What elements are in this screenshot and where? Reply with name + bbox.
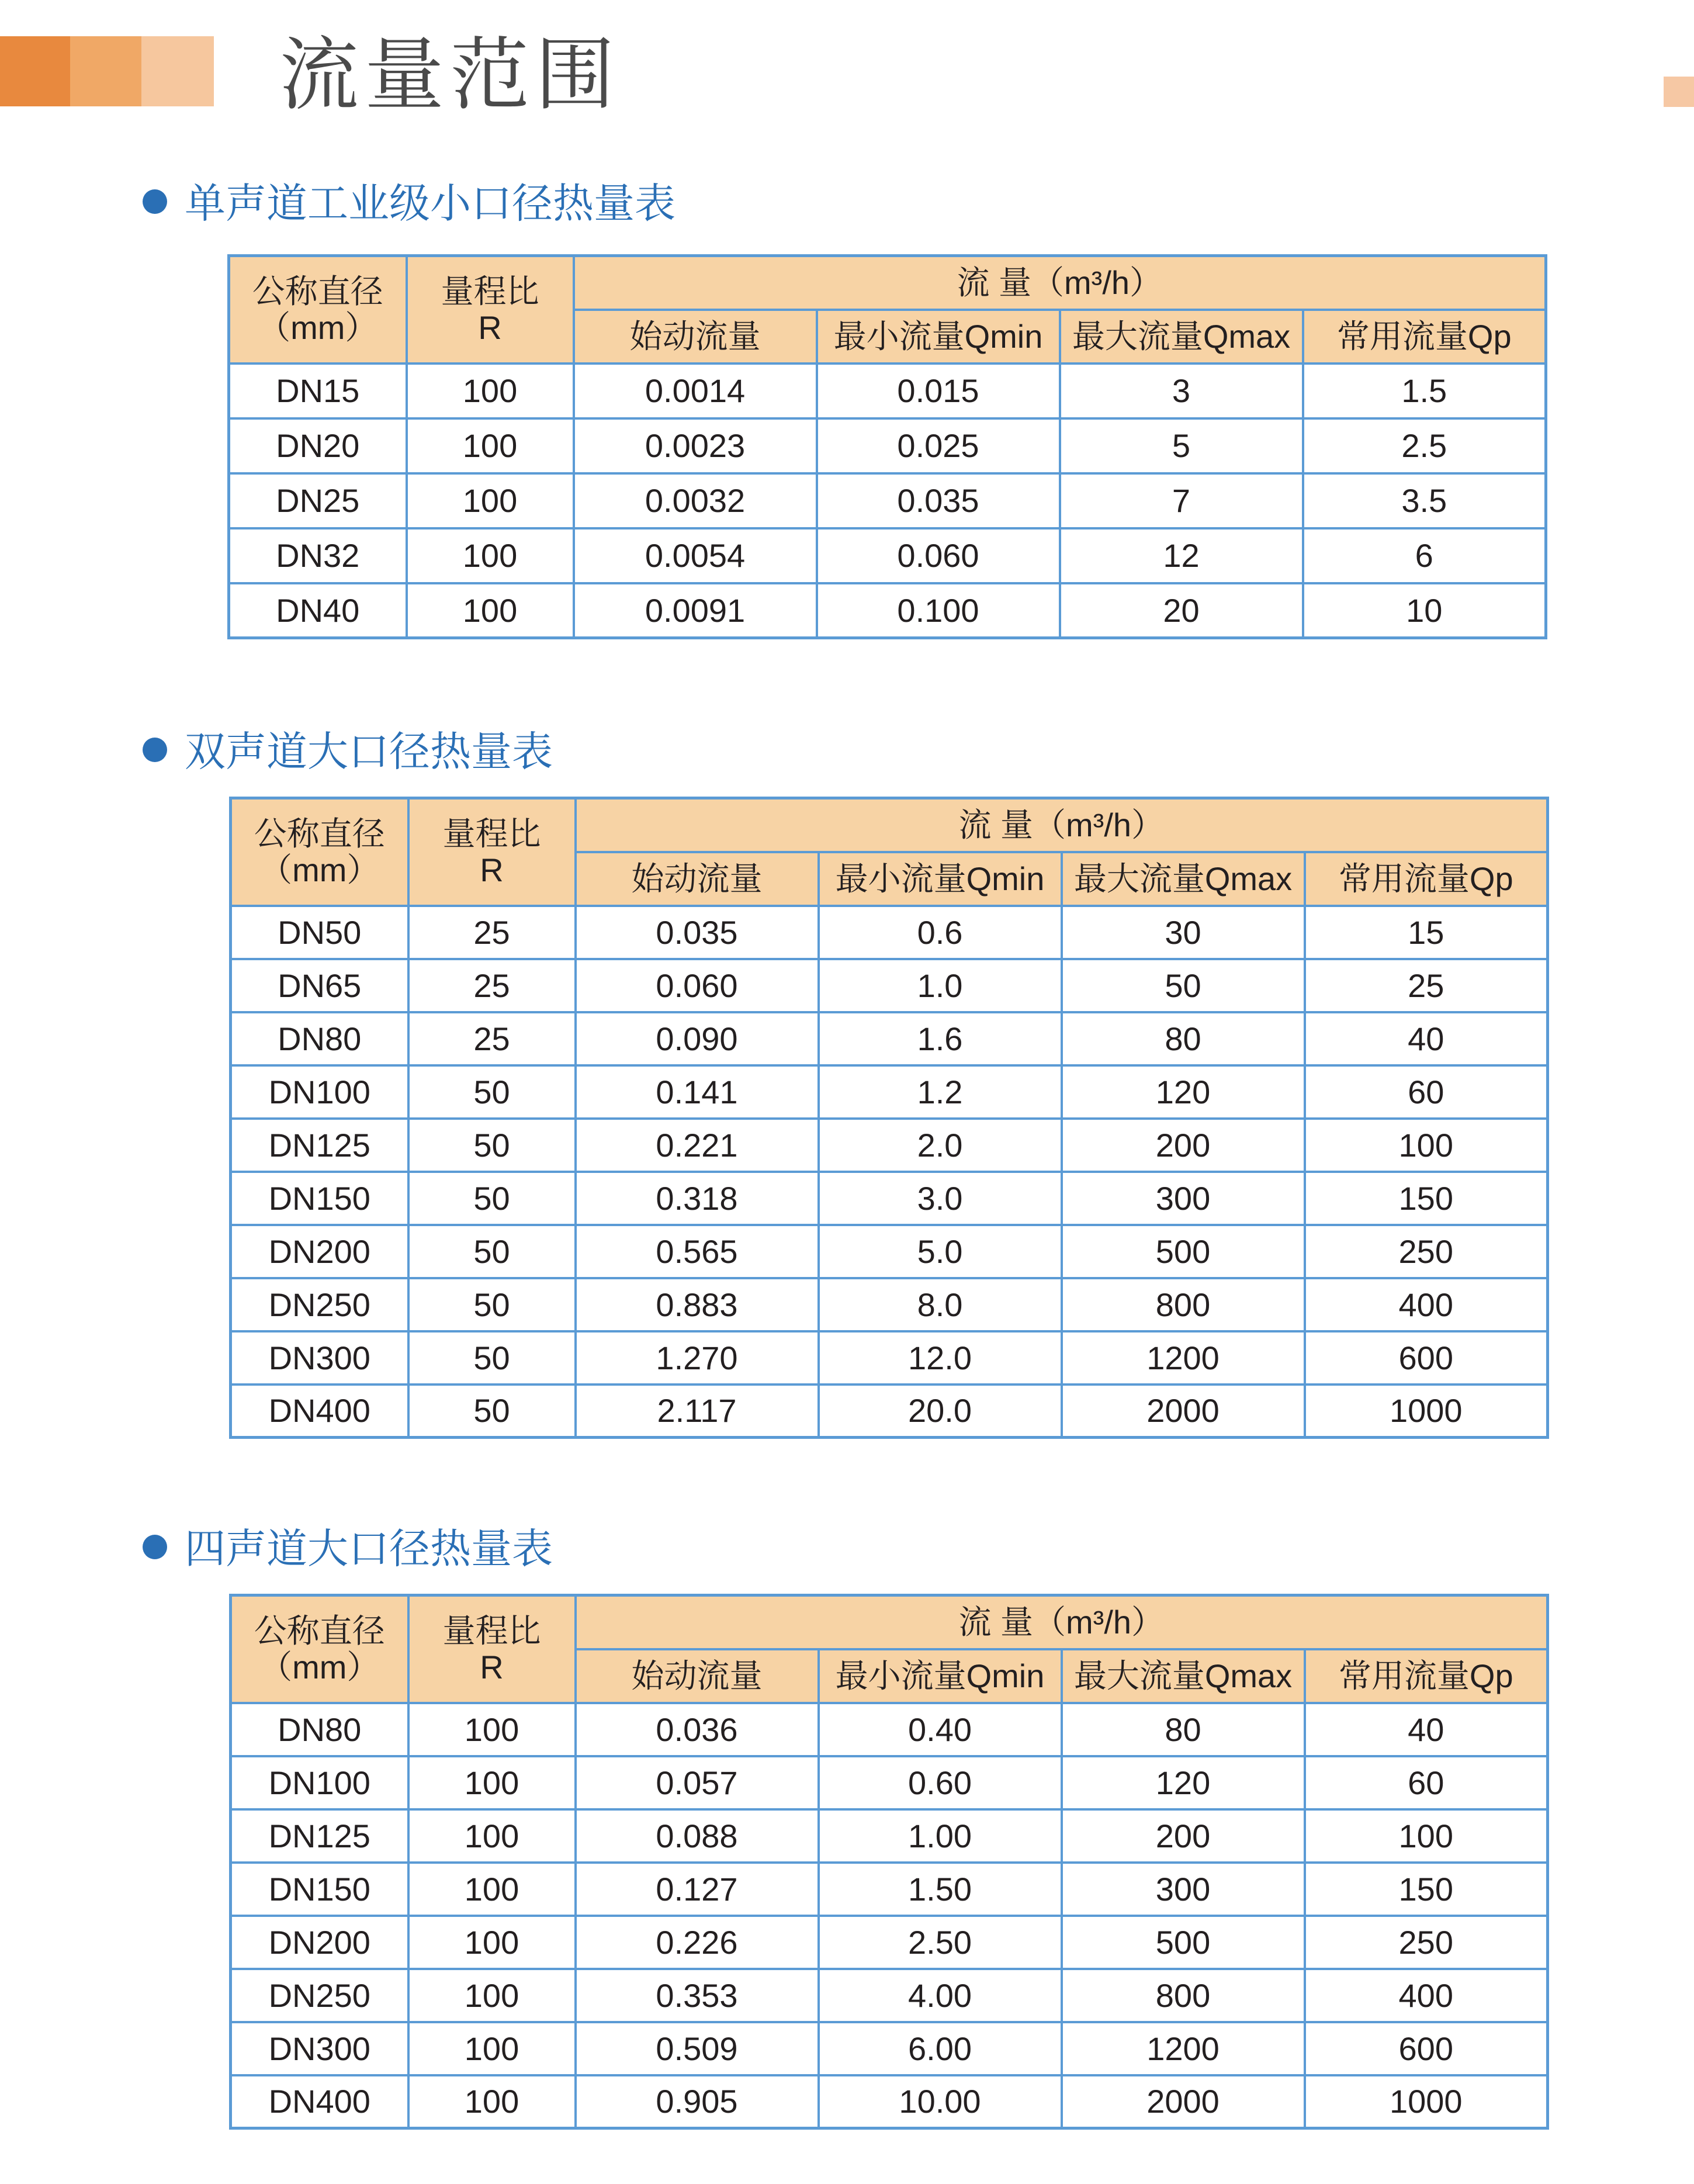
cell-start-flow: 0.565 — [576, 1225, 819, 1278]
cell-qmax: 80 — [1062, 1012, 1305, 1065]
cell-qmax: 200 — [1062, 1119, 1305, 1172]
table-row — [231, 1065, 1548, 1119]
cell-nominal-diameter: DN200 — [231, 1225, 408, 1278]
cell-qmin: 1.6 — [819, 1012, 1062, 1065]
header-decor-block-2 — [70, 36, 141, 106]
cell-range-ratio: 100 — [408, 1703, 576, 1756]
cell-range-ratio: 50 — [408, 1278, 576, 1331]
cell-nominal-diameter: DN150 — [231, 1863, 408, 1916]
page-title: 流量范围 — [279, 29, 621, 122]
header-decor-block-3 — [141, 36, 214, 106]
cell-start-flow: 0.035 — [576, 906, 819, 959]
cell-nominal-diameter: DN20 — [229, 418, 407, 473]
cell-nominal-diameter: DN200 — [231, 1916, 408, 1969]
cell-qp: 60 — [1305, 1065, 1548, 1119]
cell-qmin: 2.50 — [819, 1916, 1062, 1969]
cell-nominal-diameter: DN50 — [231, 906, 408, 959]
cell-nominal-diameter: DN400 — [231, 2075, 408, 2128]
cell-qp: 400 — [1305, 1969, 1548, 2022]
cell-nominal-diameter: DN250 — [231, 1278, 408, 1331]
cell-qp: 150 — [1305, 1172, 1548, 1225]
table-row — [231, 1916, 1548, 1969]
section-title-dual-channel — [143, 728, 553, 775]
cell-qmin: 1.50 — [819, 1863, 1062, 1916]
flow-table-dual-channel — [229, 797, 1549, 1439]
header-decor-block-1 — [0, 36, 70, 106]
cell-nominal-diameter: DN25 — [229, 473, 407, 528]
cell-qp: 1000 — [1305, 1385, 1548, 1438]
section-title-text: 双声道大口径热量表 — [185, 728, 553, 776]
cell-qmax: 1200 — [1062, 1331, 1305, 1385]
cell-range-ratio: 100 — [407, 583, 574, 638]
cell-qmin: 1.00 — [819, 1809, 1062, 1863]
cell-start-flow: 1.270 — [576, 1331, 819, 1385]
cell-nominal-diameter: DN32 — [229, 528, 407, 583]
header-range-ratio: 量程比 R — [408, 1595, 576, 1703]
table-row — [231, 2022, 1548, 2075]
cell-qmin: 0.6 — [819, 906, 1062, 959]
cell-qmax: 120 — [1062, 1756, 1305, 1809]
cell-start-flow: 0.090 — [576, 1012, 819, 1065]
table-row — [231, 1331, 1548, 1385]
bullet-dot-icon — [143, 738, 167, 762]
cell-qmax: 2000 — [1062, 1385, 1305, 1438]
table-row — [231, 1172, 1548, 1225]
cell-range-ratio: 100 — [408, 1863, 576, 1916]
header-qmin: 最小流量Qmin — [819, 852, 1062, 906]
table-row — [231, 1756, 1548, 1809]
cell-nominal-diameter: DN125 — [231, 1119, 408, 1172]
cell-qmin: 10.00 — [819, 2075, 1062, 2128]
table-row — [231, 1863, 1548, 1916]
header-qmax: 最大流量Qmax — [1062, 1649, 1305, 1703]
cell-qp: 100 — [1305, 1119, 1548, 1172]
cell-range-ratio: 100 — [408, 2022, 576, 2075]
cell-nominal-diameter: DN100 — [231, 1756, 408, 1809]
cell-qmin: 0.015 — [817, 364, 1060, 418]
cell-qmin: 0.40 — [819, 1703, 1062, 1756]
cell-nominal-diameter: DN65 — [231, 959, 408, 1012]
cell-qmin: 5.0 — [819, 1225, 1062, 1278]
cell-qmin: 0.025 — [817, 418, 1060, 473]
cell-qmin: 12.0 — [819, 1331, 1062, 1385]
cell-qmin: 1.2 — [819, 1065, 1062, 1119]
cell-start-flow: 0.141 — [576, 1065, 819, 1119]
bullet-dot-icon — [143, 189, 167, 214]
cell-range-ratio: 100 — [408, 1969, 576, 2022]
cell-qmax: 50 — [1062, 959, 1305, 1012]
cell-qp: 1.5 — [1303, 364, 1546, 418]
header-start-flow: 始动流量 — [576, 852, 819, 906]
cell-qmax: 3 — [1060, 364, 1303, 418]
cell-start-flow: 0.509 — [576, 2022, 819, 2075]
cell-qmax: 80 — [1062, 1703, 1305, 1756]
cell-qmax: 30 — [1062, 906, 1305, 959]
cell-nominal-diameter: DN300 — [231, 1331, 408, 1385]
header-range-ratio: 量程比 R — [408, 798, 576, 906]
section-title-quad-channel — [143, 1525, 553, 1572]
cell-qmax: 7 — [1060, 473, 1303, 528]
table-row — [229, 473, 1546, 528]
header-qp: 常用流量Qp — [1305, 1649, 1548, 1703]
cell-start-flow: 0.036 — [576, 1703, 819, 1756]
cell-range-ratio: 25 — [408, 959, 576, 1012]
table-row — [231, 1119, 1548, 1172]
cell-range-ratio: 50 — [408, 1119, 576, 1172]
section-title-text: 四声道大口径热量表 — [185, 1525, 553, 1573]
header-range-ratio: 量程比 R — [407, 256, 574, 364]
cell-qmax: 120 — [1062, 1065, 1305, 1119]
table-row — [231, 1278, 1548, 1331]
cell-qp: 150 — [1305, 1863, 1548, 1916]
cell-qp: 600 — [1305, 1331, 1548, 1385]
flow-table-single-channel — [227, 254, 1547, 639]
cell-qmax: 300 — [1062, 1863, 1305, 1916]
cell-qmax: 5 — [1060, 418, 1303, 473]
table-row — [231, 959, 1548, 1012]
cell-start-flow: 0.060 — [576, 959, 819, 1012]
header-flow-group: 流 量（m³/h） — [576, 1595, 1548, 1649]
cell-qmax: 800 — [1062, 1278, 1305, 1331]
cell-start-flow: 0.0091 — [574, 583, 817, 638]
cell-start-flow: 0.318 — [576, 1172, 819, 1225]
table-row — [231, 2075, 1548, 2128]
table-row — [229, 583, 1546, 638]
cell-qmax: 12 — [1060, 528, 1303, 583]
cell-qp: 100 — [1305, 1809, 1548, 1863]
header-qp: 常用流量Qp — [1305, 852, 1548, 906]
cell-qp: 40 — [1305, 1703, 1548, 1756]
header-flow-group: 流 量（m³/h） — [576, 798, 1548, 852]
cell-start-flow: 0.0023 — [574, 418, 817, 473]
table-row — [231, 1385, 1548, 1438]
cell-start-flow: 0.127 — [576, 1863, 819, 1916]
cell-range-ratio: 100 — [407, 364, 574, 418]
cell-qmax: 300 — [1062, 1172, 1305, 1225]
cell-qmin: 3.0 — [819, 1172, 1062, 1225]
header-qmin: 最小流量Qmin — [817, 310, 1060, 364]
table-row — [229, 418, 1546, 473]
cell-qmin: 8.0 — [819, 1278, 1062, 1331]
cell-qmin: 0.100 — [817, 583, 1060, 638]
section-title-single-channel — [143, 180, 675, 227]
cell-nominal-diameter: DN40 — [229, 583, 407, 638]
cell-qp: 25 — [1305, 959, 1548, 1012]
cell-qmax: 20 — [1060, 583, 1303, 638]
cell-nominal-diameter: DN100 — [231, 1065, 408, 1119]
cell-qp: 250 — [1305, 1225, 1548, 1278]
cell-range-ratio: 50 — [408, 1065, 576, 1119]
cell-qp: 15 — [1305, 906, 1548, 959]
cell-nominal-diameter: DN250 — [231, 1969, 408, 2022]
cell-qp: 2.5 — [1303, 418, 1546, 473]
cell-qmin: 4.00 — [819, 1969, 1062, 2022]
cell-qmin: 2.0 — [819, 1119, 1062, 1172]
cell-range-ratio: 100 — [407, 473, 574, 528]
corner-decor-square — [1664, 77, 1694, 107]
header-qmin: 最小流量Qmin — [819, 1649, 1062, 1703]
table-row — [231, 906, 1548, 959]
table-row — [231, 1969, 1548, 2022]
cell-qmin: 20.0 — [819, 1385, 1062, 1438]
cell-start-flow: 2.117 — [576, 1385, 819, 1438]
cell-range-ratio: 50 — [408, 1225, 576, 1278]
cell-qp: 60 — [1305, 1756, 1548, 1809]
cell-nominal-diameter: DN150 — [231, 1172, 408, 1225]
cell-qmax: 200 — [1062, 1809, 1305, 1863]
cell-nominal-diameter: DN400 — [231, 1385, 408, 1438]
cell-qp: 400 — [1305, 1278, 1548, 1331]
section-title-text: 单声道工业级小口径热量表 — [185, 179, 675, 227]
flow-table-quad-channel — [229, 1594, 1549, 2130]
cell-nominal-diameter: DN300 — [231, 2022, 408, 2075]
cell-range-ratio: 100 — [408, 1756, 576, 1809]
header-qmax: 最大流量Qmax — [1062, 852, 1305, 906]
cell-start-flow: 0.0054 — [574, 528, 817, 583]
cell-nominal-diameter: DN80 — [231, 1703, 408, 1756]
cell-range-ratio: 25 — [408, 1012, 576, 1065]
cell-qmax: 1200 — [1062, 2022, 1305, 2075]
cell-start-flow: 0.221 — [576, 1119, 819, 1172]
cell-qmax: 500 — [1062, 1916, 1305, 1969]
table-row — [231, 1225, 1548, 1278]
cell-nominal-diameter: DN125 — [231, 1809, 408, 1863]
header-start-flow: 始动流量 — [576, 1649, 819, 1703]
table-row — [231, 1012, 1548, 1065]
table-row — [229, 528, 1546, 583]
table-row — [231, 1703, 1548, 1756]
cell-start-flow: 0.0014 — [574, 364, 817, 418]
cell-range-ratio: 100 — [407, 528, 574, 583]
cell-start-flow: 0.088 — [576, 1809, 819, 1863]
cell-start-flow: 0.057 — [576, 1756, 819, 1809]
cell-qp: 40 — [1305, 1012, 1548, 1065]
cell-range-ratio: 100 — [408, 1809, 576, 1863]
cell-range-ratio: 100 — [408, 2075, 576, 2128]
cell-qmax: 2000 — [1062, 2075, 1305, 2128]
cell-qmax: 800 — [1062, 1969, 1305, 2022]
cell-range-ratio: 100 — [407, 418, 574, 473]
header-qp: 常用流量Qp — [1303, 310, 1546, 364]
cell-qmin: 1.0 — [819, 959, 1062, 1012]
cell-qmin: 6.00 — [819, 2022, 1062, 2075]
cell-qp: 6 — [1303, 528, 1546, 583]
cell-qp: 600 — [1305, 2022, 1548, 2075]
cell-range-ratio: 50 — [408, 1385, 576, 1438]
cell-range-ratio: 50 — [408, 1172, 576, 1225]
cell-range-ratio: 25 — [408, 906, 576, 959]
cell-qp: 3.5 — [1303, 473, 1546, 528]
bullet-dot-icon — [143, 1535, 167, 1559]
cell-nominal-diameter: DN15 — [229, 364, 407, 418]
cell-start-flow: 0.883 — [576, 1278, 819, 1331]
header-flow-group: 流 量（m³/h） — [574, 256, 1546, 310]
cell-qmin: 0.060 — [817, 528, 1060, 583]
cell-range-ratio: 100 — [408, 1916, 576, 1969]
cell-qp: 10 — [1303, 583, 1546, 638]
cell-qmin: 0.035 — [817, 473, 1060, 528]
header-start-flow: 始动流量 — [574, 310, 817, 364]
cell-qmin: 0.60 — [819, 1756, 1062, 1809]
header-qmax: 最大流量Qmax — [1060, 310, 1303, 364]
cell-qp: 250 — [1305, 1916, 1548, 1969]
cell-qp: 1000 — [1305, 2075, 1548, 2128]
cell-start-flow: 0.226 — [576, 1916, 819, 1969]
cell-qmax: 500 — [1062, 1225, 1305, 1278]
cell-nominal-diameter: DN80 — [231, 1012, 408, 1065]
cell-start-flow: 0.353 — [576, 1969, 819, 2022]
header-nominal-diameter: 公称直径 （mm） — [231, 1595, 408, 1703]
header-nominal-diameter: 公称直径 （mm） — [231, 798, 408, 906]
cell-start-flow: 0.905 — [576, 2075, 819, 2128]
cell-range-ratio: 50 — [408, 1331, 576, 1385]
table-row — [229, 364, 1546, 418]
header-nominal-diameter: 公称直径 （mm） — [229, 256, 407, 364]
table-row — [231, 1809, 1548, 1863]
cell-start-flow: 0.0032 — [574, 473, 817, 528]
